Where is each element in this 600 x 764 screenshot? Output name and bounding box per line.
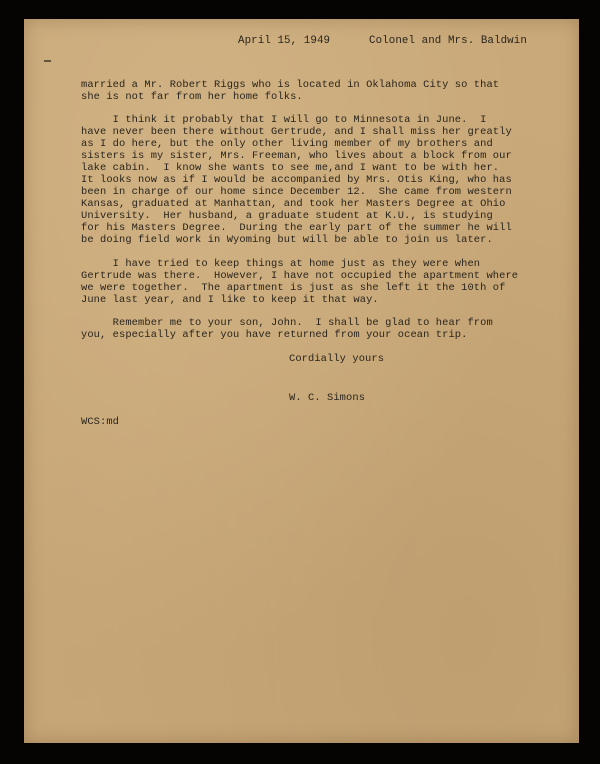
- closing: Cordially yours: [289, 353, 385, 365]
- text-line: It looks now as if I would be accompanied by Mrs. Otis King, who has: [81, 174, 512, 186]
- text-line: June last year, and I like to keep it that way.: [81, 294, 379, 306]
- text-line: Kansas, graduated at Manhattan, and took her Masters Degree at Ohio: [81, 198, 506, 210]
- text-line: have never been there without Gertrude, and I shall miss her greatly: [81, 126, 512, 138]
- text-line: Remember me to your son, John. I shall be glad to hear from: [81, 317, 493, 329]
- text-line: I think it probably that I will go to Minnesota in June. I: [81, 114, 487, 126]
- letter-date: April 15, 1949: [238, 35, 331, 47]
- letter-page: [24, 19, 579, 743]
- text-line: she is not far from her home folks.: [81, 91, 303, 103]
- text-line: University. Her husband, a graduate student at K.U., is studying: [81, 210, 493, 222]
- text-line: be doing field work in Wyoming but will be able to join us later.: [81, 234, 493, 246]
- stray-mark: [44, 60, 51, 62]
- text-line: married a Mr. Robert Riggs who is located in Oklahoma City so that: [81, 79, 500, 91]
- text-line: for his Masters Degree. During the early part of the summer he will: [81, 222, 512, 234]
- letter-recipient: Colonel and Mrs. Baldwin: [369, 35, 527, 47]
- text-line: I have tried to keep things at home just as they were when: [81, 258, 481, 270]
- text-line: Gertrude was there. However, I have not occupied the apartment where: [81, 270, 519, 282]
- text-line: you, especially after you have returned from your ocean trip.: [81, 329, 468, 341]
- text-line: as I do here, but the only other living member of my brothers and: [81, 138, 493, 150]
- signature: W. C. Simons: [289, 392, 366, 404]
- text-line: lake cabin. I know she wants to see me,and I want to be with her.: [81, 162, 500, 174]
- text-line: been in charge of our home since December 12. She came from western: [81, 186, 512, 198]
- typist-initials: WCS:md: [81, 416, 120, 428]
- text-line: we were together. The apartment is just as she left it the 10th of: [81, 282, 506, 294]
- text-line: sisters is my sister, Mrs. Freeman, who lives about a block from our: [81, 150, 512, 162]
